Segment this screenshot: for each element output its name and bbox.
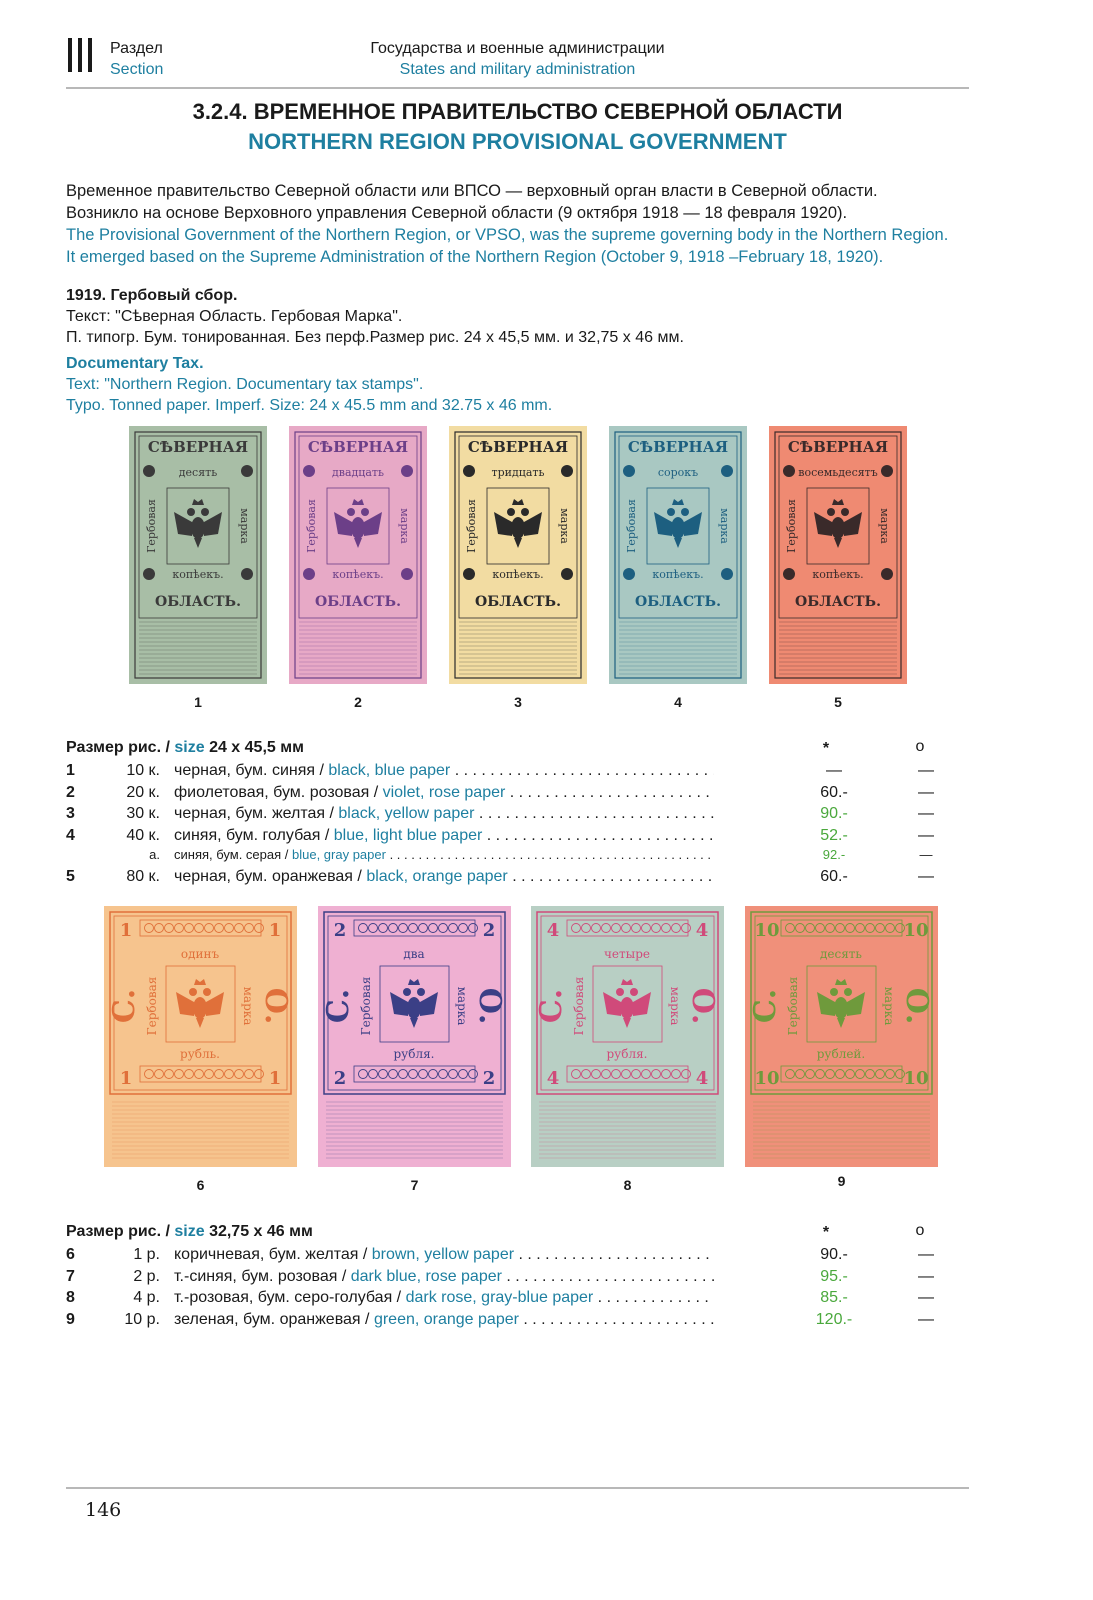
description-en: blue, gray paper [292,847,386,862]
svg-text:два: два [403,947,425,961]
description [174,1266,714,1287]
description-ru: т.-розовая, бум. серо-голубая / [174,1289,402,1306]
table2-col-used: o [915,1222,925,1239]
stamp-3 [449,426,587,684]
svg-text:ОБЛАСТЬ.: ОБЛАСТЬ. [155,594,241,610]
stamp-6 [104,906,297,1167]
price-used: — [918,868,934,885]
svg-text:Гербовая: Гербовая [625,499,638,553]
svg-text:1: 1 [268,920,282,941]
table1-col-used: o [915,738,925,755]
table1-size: 24 х 45,5 мм [209,739,304,756]
svg-text:марка: марка [241,986,255,1026]
description-ru: синяя, бум. голубая / [174,826,330,844]
svg-text:4: 4 [695,920,709,941]
issue-description [66,285,976,416]
section-label-ru: Раздел [110,40,163,57]
description-ru: синяя, бум. серая / [174,847,289,862]
description-ru: т.-синяя, бум. розовая / [174,1267,347,1285]
description [174,1309,714,1330]
svg-text:С.: С. [534,988,569,1024]
svg-text:четыре: четыре [603,947,651,961]
svg-text:Гербовая: Гербовая [572,976,586,1036]
description-ru: черная, бум. желтая / [174,805,334,822]
cat-number: 6 [66,1246,75,1263]
svg-text:копѣекъ.: копѣекъ. [332,568,384,581]
svg-text:марка: марка [455,986,469,1026]
svg-text:Гербовая: Гербовая [785,499,798,553]
table-row [66,760,946,781]
price-used: — [918,783,934,801]
svg-text:марка: марка [668,986,682,1026]
denomination: 10 к. [126,762,160,779]
svg-text:Гербовая: Гербовая [145,499,158,553]
cat-number: 4 [66,826,75,844]
table1-col-unused: * [822,740,830,757]
intro-ru-line-1: Временное правительство Северной области или ВПСО — верховный орган власти в Северной области. [66,182,878,200]
description-ru: черная, бум. синяя / [174,762,324,779]
issue-tech-ru: П. типогр. Бум. тонированная. Без перф.Размер рис. 24 х 45,5 мм. и 32,75 х 46 мм. [66,329,684,346]
svg-text:СѢВЕРНАЯ: СѢВЕРНАЯ [787,438,889,456]
price-used: — [918,762,934,779]
issue-text-en: Text: "Northern Region. Documentary tax stamps". [66,376,424,393]
table-row [66,1287,946,1308]
svg-text:копѣекъ.: копѣекъ. [492,568,544,581]
svg-text:ОБЛАСТЬ.: ОБЛАСТЬ. [475,594,561,610]
cat-number: 7 [66,1267,75,1285]
price-unused: 52.- [820,826,848,844]
svg-text:ОБЛАСТЬ.: ОБЛАСТЬ. [635,594,721,610]
stamp-4 [609,426,747,684]
svg-text:О.: О. [258,987,293,1025]
denomination: a. [149,847,160,862]
svg-text:Гербовая: Гербовая [465,499,478,553]
svg-text:О.: О. [685,987,720,1025]
denomination: 10 р. [124,1310,160,1328]
description-en: black, yellow paper [338,805,475,822]
intro-ru-line-2: Возникло на основе Верховного управления Северной области (9 октября 1918 — 18 февраля 1920). [66,204,848,222]
page-number: 146 [85,1499,122,1521]
svg-text:рублей.: рублей. [816,1047,866,1061]
description [174,1287,714,1308]
price-unused: 85.- [820,1289,848,1306]
table2-label-ru: Размер рис. / [66,1223,170,1240]
svg-text:марка: марка [398,508,411,544]
table2-size: 32,75 х 46 мм [209,1223,313,1240]
running-title [0,38,1035,80]
price-used: — [918,1289,934,1306]
svg-text:10: 10 [903,1068,929,1089]
stamp-7 [318,906,511,1167]
svg-text:Гербовая: Гербовая [145,976,159,1036]
svg-text:ОБЛАСТЬ.: ОБЛАСТЬ. [315,594,401,610]
table1-label-en: size [174,739,205,756]
svg-text:десять: десять [178,466,218,479]
description-en: brown, yellow paper [371,1246,515,1263]
svg-text:Гербовая: Гербовая [786,976,800,1036]
svg-text:1: 1 [119,1068,133,1089]
description-ru: фиолетовая, бум. розовая / [174,783,379,801]
table2-col-unused: * [822,1224,830,1241]
svg-text:десять: десять [820,947,862,961]
svg-text:СѢВЕРНАЯ: СѢВЕРНАЯ [147,438,249,456]
stamp-5 [769,426,907,684]
description [174,846,714,864]
svg-text:С.: С. [748,988,783,1024]
table-row [66,1266,946,1287]
description [174,760,714,781]
description [174,825,714,846]
header-divider [66,87,969,89]
description-en: blue, light blue paper [333,826,483,844]
svg-text:С.: С. [107,988,142,1024]
description-en: dark rose, gray-blue paper [405,1289,594,1306]
table1-header [66,738,304,758]
price-unused: 90.- [820,1246,848,1263]
svg-text:одинъ: одинъ [180,947,220,961]
stamp-number: 2 [354,694,362,710]
svg-text:марка: марка [558,508,571,544]
svg-text:двадцать: двадцать [331,466,385,479]
issue-title-en: Documentary Tax. [66,355,204,372]
svg-text:2: 2 [482,1068,496,1089]
intro-paragraph [66,180,976,268]
svg-text:рубля.: рубля. [393,1047,435,1061]
table-row [66,782,946,803]
price-used: — [918,1267,934,1285]
stamp-number: 5 [834,694,842,710]
footer-divider [66,1487,969,1489]
svg-text:2: 2 [333,1068,347,1089]
stamp-2 [289,426,427,684]
price-unused: 120.- [815,1310,853,1328]
svg-text:рубль.: рубль. [180,1047,220,1061]
cat-number: 5 [66,868,75,885]
intro-en-line-1: The Provisional Government of the Northern Region, or VPSO, was the supreme governing body in the Northern Region. [66,226,949,244]
svg-text:2: 2 [482,920,496,941]
chapter-heading-en: NORTHERN REGION PROVISIONAL GOVERNMENT [248,129,787,154]
svg-text:копѣекъ.: копѣекъ. [812,568,864,581]
denomination: 40 к. [126,826,160,844]
svg-text:10: 10 [754,1068,780,1089]
svg-text:копѣекъ.: копѣекъ. [652,568,704,581]
svg-text:копѣекъ.: копѣекъ. [172,568,224,581]
svg-text:4: 4 [546,1068,560,1089]
cat-number: 2 [66,783,75,801]
table2-header [66,1222,313,1242]
denomination: 1 р. [133,1246,160,1263]
price-used: — [918,805,934,822]
svg-text:Гербовая: Гербовая [359,976,373,1036]
stamp-1 [129,426,267,684]
svg-text:рубля.: рубля. [606,1047,648,1061]
running-title-ru: Государства и военные администрации [370,40,665,57]
svg-text:марка: марка [878,508,891,544]
stamp-number: 1 [194,694,202,710]
stamp-9 [745,906,938,1167]
price-used: — [918,1246,934,1263]
stamp-number: 8 [623,1177,632,1193]
svg-text:4: 4 [695,1068,709,1089]
stamp-number: 6 [196,1177,205,1193]
price-unused: 90.- [820,805,848,822]
price-used: — [918,1310,934,1328]
svg-text:4: 4 [546,920,560,941]
svg-text:10: 10 [754,920,780,941]
description [174,782,714,803]
price-used: — [918,826,934,844]
description-ru: черная, бум. оранжевая / [174,868,362,885]
svg-text:О.: О. [899,987,934,1025]
description-ru: коричневая, бум. желтая / [174,1246,368,1263]
svg-text:Гербовая: Гербовая [305,499,318,553]
price-unused: 92.- [822,847,846,862]
table-row [66,846,946,864]
stamp-number: 4 [674,694,682,710]
stamp-number: 9 [837,1173,846,1189]
description-en: violet, rose paper [382,783,506,801]
stamp-number: 3 [514,694,522,710]
svg-text:ОБЛАСТЬ.: ОБЛАСТЬ. [795,594,881,610]
intro-en-line-2: It emerged based on the Supreme Administration of the Northern Region (October 9, 1918 –February 18, 1920). [66,248,884,266]
svg-text:тридцать: тридцать [491,466,545,479]
description-en: black, blue paper [328,762,451,779]
cat-number: 9 [66,1310,75,1328]
table-row [66,1244,946,1265]
cat-number: 1 [66,762,75,779]
denomination: 80 к. [126,868,160,885]
table-row [66,866,946,887]
svg-text:марка: марка [238,508,251,544]
table1-label-ru: Размер рис. / [66,739,170,756]
cat-number: 8 [66,1289,75,1306]
description-en: green, orange paper [373,1310,519,1328]
running-title-en: States and military administration [399,61,636,78]
table-row [66,825,946,846]
description-ru: зеленая, бум. оранжевая / [174,1310,370,1328]
price-unused: 95.- [820,1267,848,1285]
denomination: 2 р. [133,1267,160,1285]
section-label-en: Section [110,61,164,78]
svg-text:СѢВЕРНАЯ: СѢВЕРНАЯ [627,438,729,456]
price-unused: 60.- [820,868,848,885]
denomination: 4 р. [133,1289,160,1306]
svg-text:СѢВЕРНАЯ: СѢВЕРНАЯ [307,438,409,456]
denomination: 30 к. [126,805,160,822]
issue-title-ru: 1919. Гербовый сбор. [66,287,238,304]
svg-text:марка: марка [882,986,896,1026]
description [174,1244,714,1265]
svg-text:2: 2 [333,920,347,941]
table-row [66,803,946,824]
svg-text:марка: марка [718,508,731,544]
price-unused: 60.- [820,783,848,801]
price-used: — [919,847,933,862]
description [174,803,714,824]
svg-text:сорокъ: сорокъ [657,466,699,479]
svg-text:1: 1 [119,920,133,941]
description [174,866,714,887]
stamp-number: 7 [410,1177,419,1193]
svg-text:О.: О. [472,987,507,1025]
denomination: 20 к. [126,783,160,801]
table2-label-en: size [174,1223,205,1240]
svg-text:восемьдесятъ: восемьдесятъ [798,466,878,479]
chapter-heading [0,97,1035,157]
table-row [66,1309,946,1330]
description-en: black, orange paper [366,868,508,885]
svg-text:С.: С. [321,988,356,1024]
stamp-8 [531,906,724,1167]
issue-tech-en: Typo. Tonned paper. Imperf. Size: 24 x 45.5 mm and 32.75 x 46 mm. [66,397,553,414]
chapter-heading-ru: 3.2.4. ВРЕМЕННОЕ ПРАВИТЕЛЬСТВО СЕВЕРНОЙ ОБЛАСТИ [192,99,843,124]
price-unused: — [826,762,842,779]
cat-number: 3 [66,805,75,822]
svg-text:1: 1 [268,1068,282,1089]
svg-text:10: 10 [903,920,929,941]
svg-text:СѢВЕРНАЯ: СѢВЕРНАЯ [467,438,569,456]
issue-text-ru: Текст: "Сѣверная Область. Гербовая Марка". [66,308,403,325]
description-en: dark blue, rose paper [350,1267,502,1285]
